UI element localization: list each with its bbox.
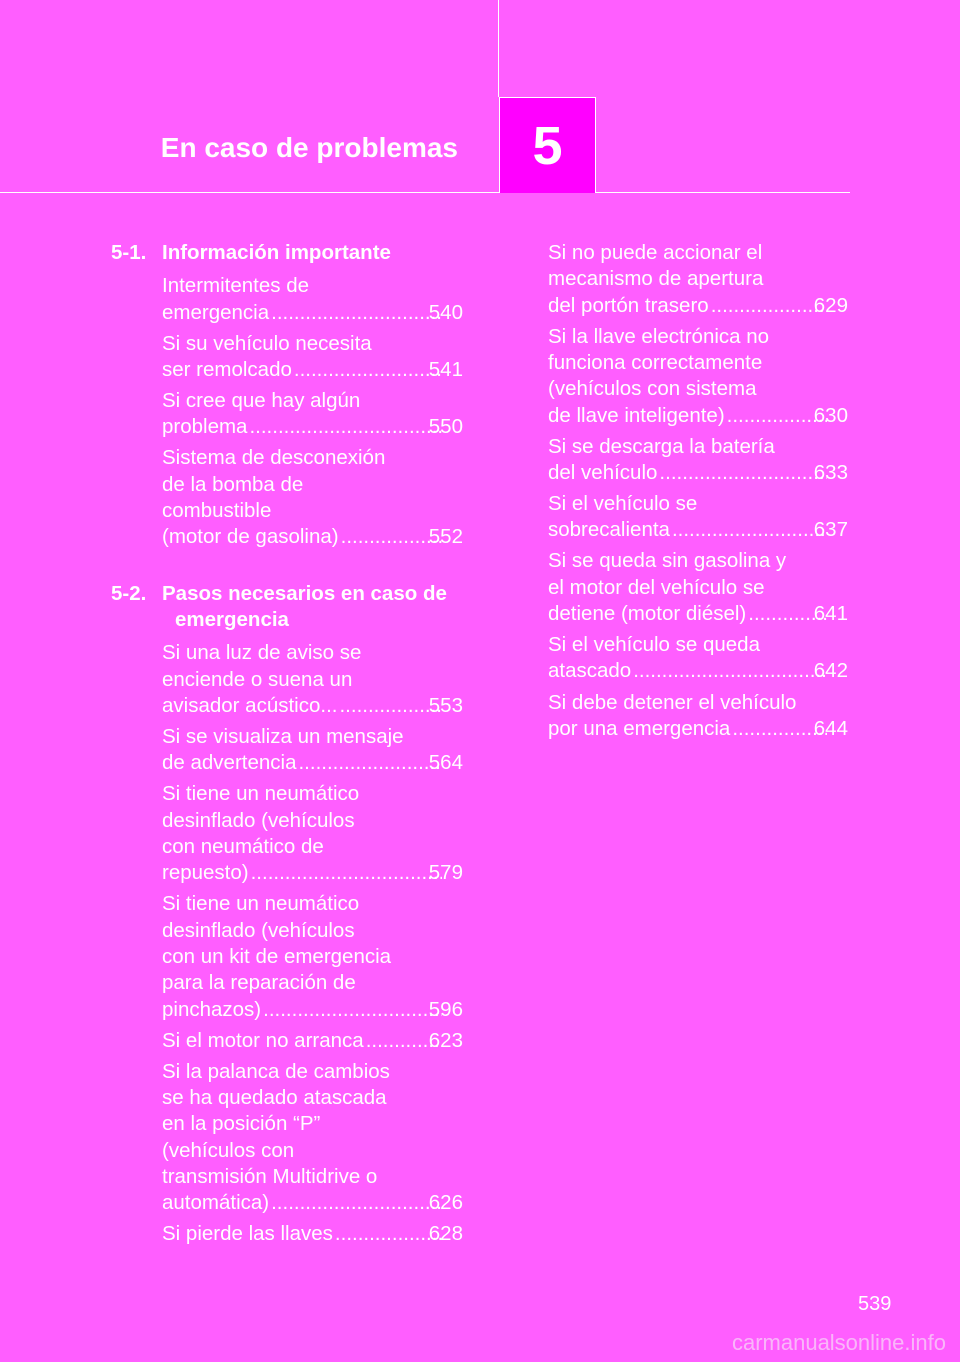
toc-page-number: 628 — [428, 1222, 463, 1246]
section-title: Información importante — [162, 241, 391, 264]
section-title: Pasos necesarios en caso de emergencia — [162, 581, 447, 631]
page-number: 539 — [858, 1293, 892, 1315]
toc-entry-text: con neumático de — [162, 834, 324, 858]
toc-entry-text: (vehículos con sistema — [548, 377, 757, 401]
toc-entry-text: funciona correctamente — [548, 350, 763, 374]
toc-entry[interactable] — [162, 388, 463, 441]
toc-page-number: 626 — [428, 1191, 463, 1215]
chapter-number-box — [499, 97, 596, 193]
toc-leader-dots — [657, 460, 826, 486]
toc-entry-text: Si cree que hay algún — [162, 389, 361, 413]
toc-leader-dots — [296, 750, 441, 776]
toc-entry-text: del portón trasero — [548, 293, 709, 317]
toc-entry[interactable] — [162, 891, 463, 1022]
chapter-title: En caso de problemas — [160, 132, 458, 163]
toc-leader-dots — [261, 997, 442, 1023]
toc-leader-dots — [269, 1190, 442, 1216]
toc-entry-text: Si pierde las llaves — [162, 1222, 333, 1246]
toc-leader-dots — [333, 1221, 442, 1247]
toc-entry-text: atascado — [548, 659, 632, 683]
toc-entries — [111, 640, 463, 1247]
toc-entry-text: Si se descarga la batería — [548, 434, 775, 458]
toc-entry[interactable] — [548, 324, 848, 429]
toc-entry-text: Si la palanca de cambios — [162, 1059, 390, 1083]
toc-entry-text: (vehículos con — [162, 1138, 295, 1162]
toc-entry[interactable] — [162, 445, 463, 550]
toc-leader-dots — [730, 716, 826, 742]
toc-page-number: 553 — [428, 693, 463, 717]
toc-leader-dots — [670, 517, 827, 543]
toc-column-left — [111, 240, 463, 1278]
toc-entry[interactable] — [162, 724, 463, 777]
toc-entry-text: pinchazos) — [162, 997, 262, 1021]
toc-entry-text: Si debe detener el vehículo — [548, 690, 797, 714]
toc-entry[interactable] — [162, 781, 463, 886]
toc-entry[interactable] — [548, 690, 848, 743]
toc-entry[interactable] — [548, 434, 848, 487]
toc-entry-text: transmisión Multidrive o — [162, 1164, 378, 1188]
toc-entry-text: problema — [162, 415, 248, 439]
toc-entry-text: de llave inteligente) — [548, 403, 725, 427]
toc-entries — [111, 273, 463, 550]
toc-entry-text: enciende o suena un — [162, 667, 353, 691]
toc-page-number: 642 — [813, 659, 848, 683]
toc-page-number: 564 — [428, 751, 463, 775]
toc-entry-text: por una emergencia — [548, 716, 731, 740]
toc-leader-dots — [292, 357, 442, 383]
toc-entry-text: Si tiene un neumático — [162, 782, 360, 806]
toc-entry-text: se ha quedado atascada — [162, 1085, 387, 1109]
toc-page-number: 629 — [813, 293, 848, 317]
toc-entry-text: Si la llave electrónica no — [548, 324, 770, 348]
toc-entry[interactable] — [548, 240, 848, 319]
toc-page-number: 633 — [813, 460, 848, 484]
header-divider-horizontal — [0, 192, 850, 193]
toc-entry-text: Si se queda sin gasolina y — [548, 549, 787, 573]
toc-section-5-2 — [111, 581, 463, 1248]
toc-entry[interactable] — [548, 548, 848, 627]
toc-leader-dots — [249, 860, 442, 886]
toc-entry-text: ser remolcado — [162, 357, 292, 381]
toc-entry-text: Si una luz de aviso se — [162, 641, 362, 665]
toc-entry[interactable] — [162, 331, 463, 384]
toc-entry-text: mecanismo de apertura — [548, 267, 764, 291]
toc-page-number: 541 — [428, 357, 463, 381]
toc-entry-text: del vehículo — [548, 460, 658, 484]
toc-leader-dots — [337, 693, 441, 719]
toc-entry-text: detiene (motor diésel) — [548, 602, 747, 626]
toc-leader-dots — [725, 403, 827, 429]
toc-entry-text: Si su vehículo necesita — [162, 331, 372, 355]
toc-leader-dots — [269, 300, 442, 326]
toc-entry[interactable] — [162, 1059, 463, 1217]
toc-entry[interactable] — [548, 632, 848, 685]
toc-leader-dots — [339, 524, 442, 550]
toc-entry-text: con un kit de emergencia — [162, 944, 392, 968]
toc-entry-text: el motor del vehículo se — [548, 575, 765, 599]
toc-page-number: 630 — [813, 403, 848, 427]
toc-entry-text: combustible — [162, 499, 272, 523]
toc-leader-dots — [247, 414, 441, 440]
toc-page-number: 540 — [428, 300, 463, 324]
toc-entry-text: de advertencia — [162, 751, 297, 775]
toc-entry-text: Si tiene un neumático — [162, 892, 360, 916]
toc-entry-text: desinflado (vehículos — [162, 918, 355, 942]
chapter-number: 5 — [532, 115, 563, 176]
toc-entry-text: repuesto) — [162, 861, 249, 885]
toc-entry-text: Si el motor no arranca — [162, 1028, 364, 1052]
toc-column-right — [548, 240, 848, 747]
toc-entry[interactable] — [162, 273, 463, 326]
watermark: carmanualsonline.info — [731, 1330, 946, 1355]
toc-entry-text: Si se visualiza un mensaje — [162, 724, 404, 748]
toc-leader-dots — [631, 658, 827, 684]
toc-entry-text: avisador acústico... — [162, 693, 338, 717]
toc-page-number: 637 — [813, 518, 848, 542]
toc-page-number: 623 — [428, 1028, 463, 1052]
toc-page-number: 579 — [428, 861, 463, 885]
toc-entry-text: de la bomba de — [162, 472, 304, 496]
toc-entry-text: emergencia — [162, 300, 270, 324]
toc-entry-text: desinflado (vehículos — [162, 808, 355, 832]
toc-page-number: 550 — [428, 415, 463, 439]
toc-entry[interactable] — [162, 1221, 463, 1247]
toc-page-number: 596 — [428, 997, 463, 1021]
toc-page-number: 644 — [813, 716, 848, 740]
toc-entry-text: Si no puede accionar el — [548, 241, 763, 264]
toc-entry-text: Sistema de desconexión — [162, 446, 386, 470]
toc-entry-text: Intermitentes de — [162, 274, 309, 298]
section-number: 5-2. — [111, 581, 147, 605]
toc-entry-text: Si el vehículo se queda — [548, 633, 760, 657]
toc-entry-text: en la posición “P” — [162, 1112, 321, 1136]
toc-page-number: 552 — [428, 525, 463, 549]
section-number: 5-1. — [111, 241, 147, 264]
toc-entry-text: automática) — [162, 1191, 270, 1215]
toc-entry-text: Si el vehículo se — [548, 492, 698, 516]
toc-section-5-1 — [111, 240, 463, 551]
toc-entry[interactable] — [548, 491, 848, 544]
toc-entry-text: para la reparación de — [162, 971, 356, 995]
toc-page-number: 641 — [813, 602, 848, 626]
toc-entry-text: (motor de gasolina) — [162, 525, 339, 549]
header-divider-vertical — [498, 0, 499, 97]
toc-entry[interactable] — [162, 1028, 463, 1054]
toc-entry-text: sobrecalienta — [548, 518, 670, 542]
toc-leader-dots — [709, 293, 827, 319]
toc-entries — [548, 240, 848, 742]
toc-entry[interactable] — [162, 640, 463, 719]
